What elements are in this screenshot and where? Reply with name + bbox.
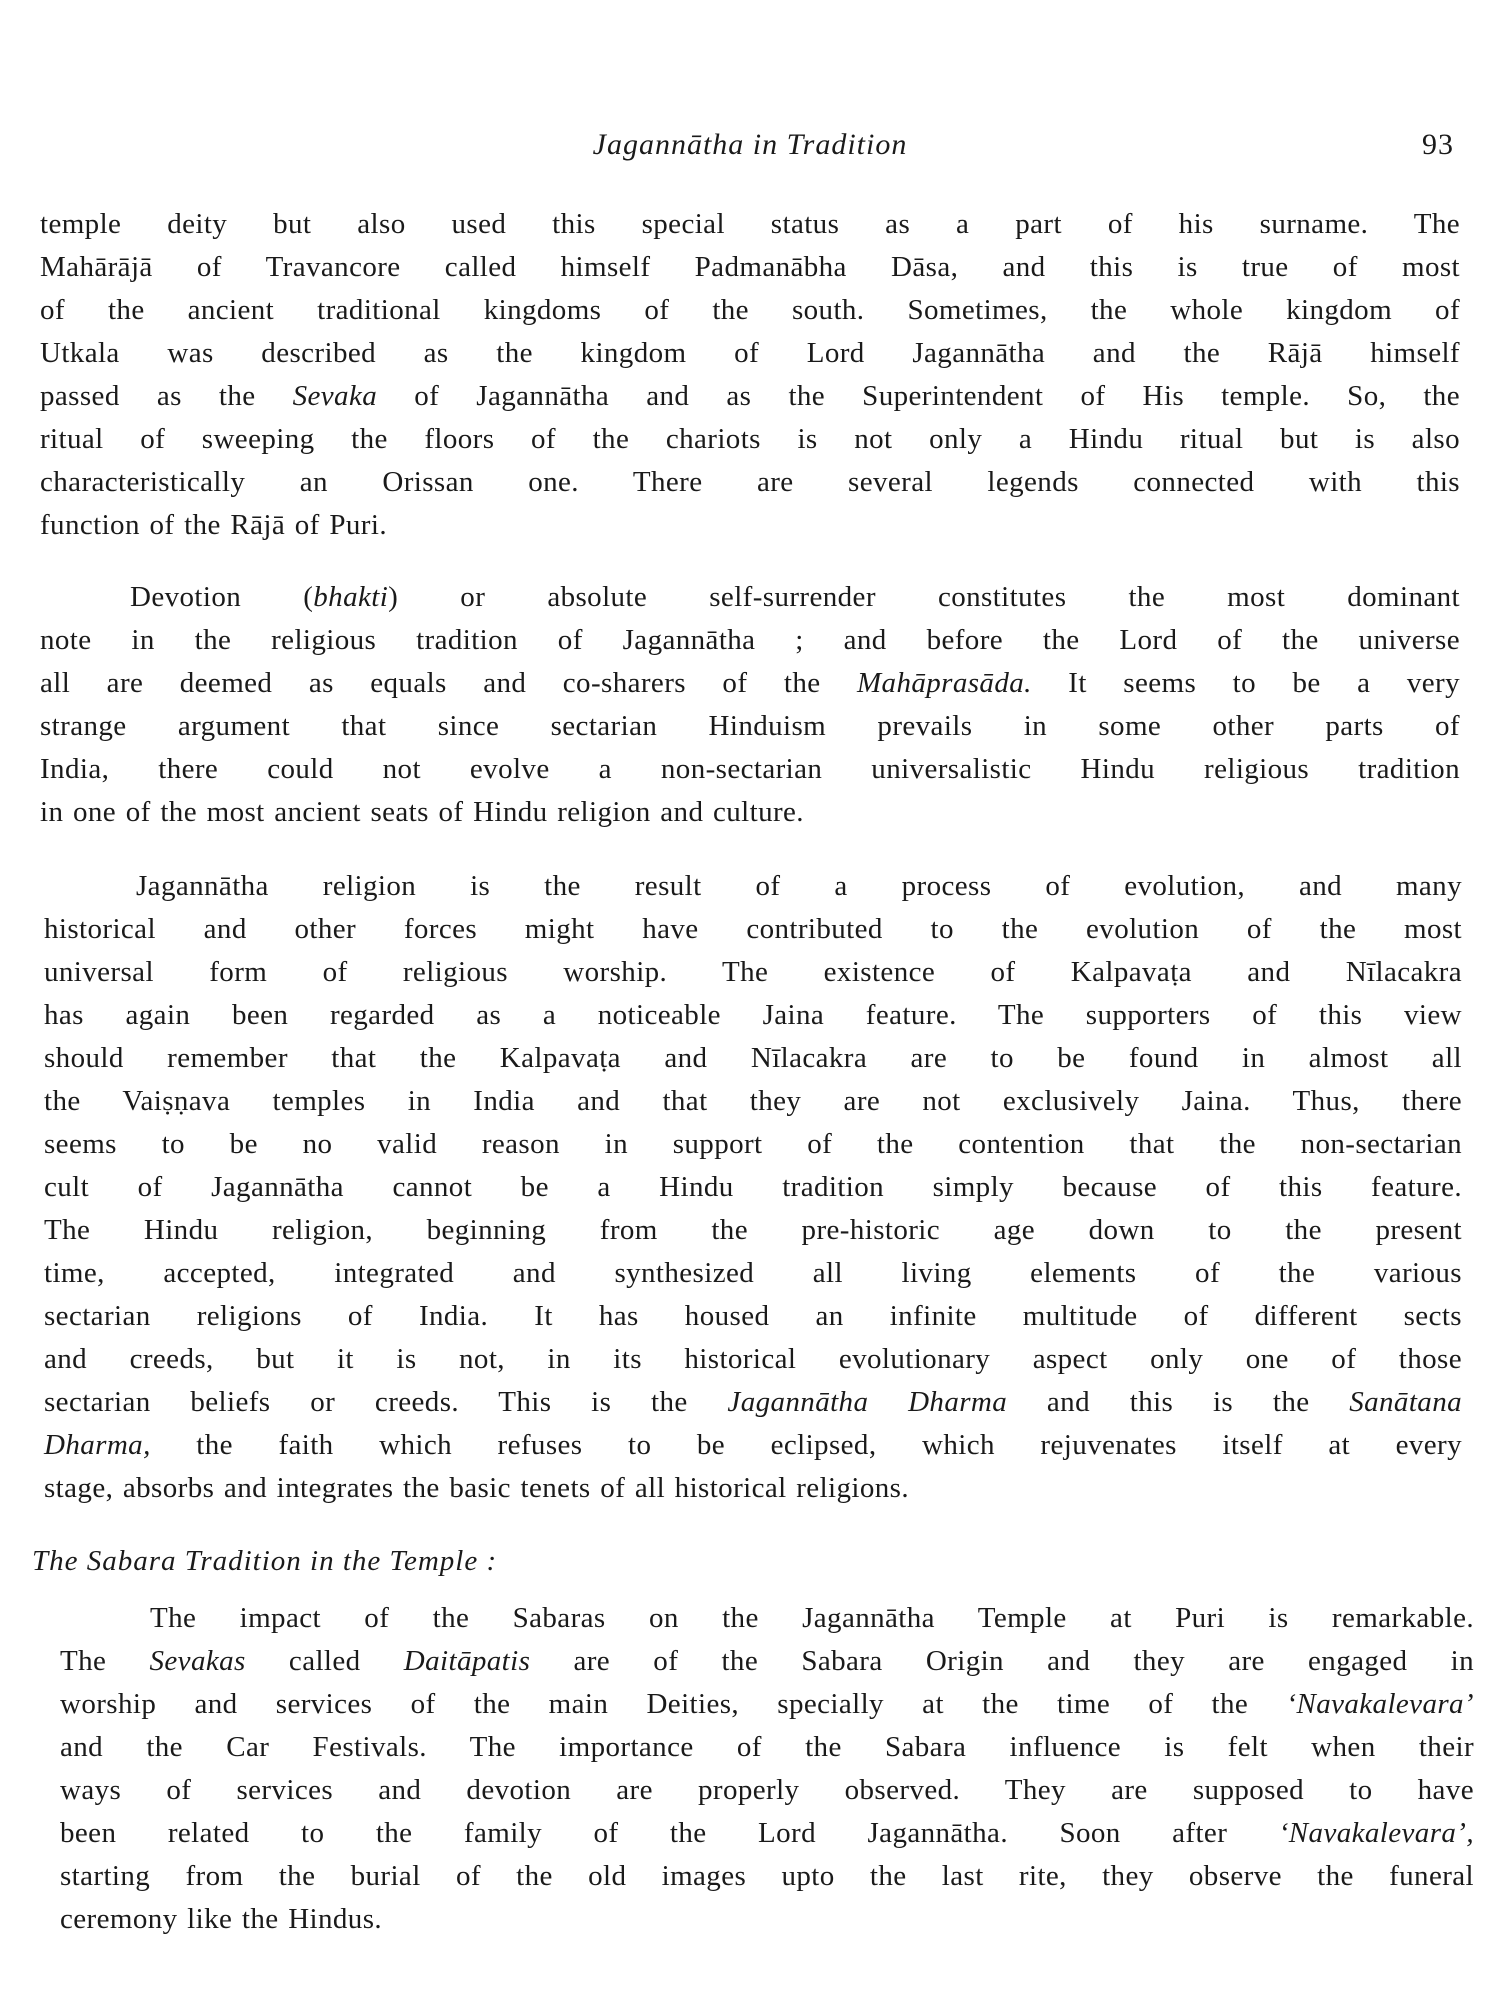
text-run: It seems to be a very xyxy=(1031,667,1461,699)
text-run: are of the Sabara Origin and they are engaged in xyxy=(530,1645,1475,1677)
text-line xyxy=(44,1295,1462,1338)
text-run: ) or absolute self-surrender constitutes the most dominant xyxy=(388,581,1460,613)
italic-text: ‘Navakalevara’, xyxy=(1278,1817,1474,1849)
text-run: the faith which refuses to be eclipsed, which rejuvenates itself at every xyxy=(150,1429,1462,1461)
text-line xyxy=(60,1812,1474,1855)
text-line xyxy=(44,951,1462,994)
text-line xyxy=(44,1037,1462,1080)
text-run: ritual of sweeping the floors of the chariots is not only a Hindu ritual but is also xyxy=(40,423,1460,455)
text-line xyxy=(60,1769,1474,1812)
italic-text: Dharma, xyxy=(44,1429,151,1461)
text-line xyxy=(40,203,1460,246)
text-line xyxy=(40,418,1460,461)
text-run: passed as the xyxy=(40,380,293,412)
text-line xyxy=(44,1080,1462,1123)
text-line xyxy=(44,1381,1462,1424)
text-run: historical and other forces might have contributed to the evolution of the most xyxy=(44,913,1462,945)
paragraph xyxy=(40,576,1460,834)
running-title: Jagannātha in Tradition xyxy=(592,128,908,161)
italic-text: Jagannātha Dharma xyxy=(727,1386,1008,1418)
text-run: characteristically an Orissan one. There are several legends connected with this xyxy=(40,466,1460,498)
italic-text: Sevakas xyxy=(149,1645,246,1677)
text-line xyxy=(40,619,1460,662)
italic-text: Mahāprasāda. xyxy=(857,667,1032,699)
text-line xyxy=(40,748,1460,791)
italic-text: Sevaka xyxy=(292,380,378,412)
italic-text: Daitāpatis xyxy=(403,1645,531,1677)
text-run: all are deemed as equals and co-sharers of the xyxy=(40,667,857,699)
section-heading: The Sabara Tradition in the Temple : xyxy=(32,1545,498,1577)
text-line xyxy=(40,705,1460,748)
text-line xyxy=(44,865,1462,908)
text-line xyxy=(40,576,1460,619)
text-run: of the ancient traditional kingdoms of the south. Sometimes, the whole kingdom of xyxy=(40,294,1460,326)
text-run: time, accepted, integrated and synthesized all living elements of the various xyxy=(44,1257,1462,1289)
text-line xyxy=(44,1166,1462,1209)
text-run: universal form of religious worship. The existence of Kalpavaṭa and Nīlacakra xyxy=(44,956,1462,988)
text-line xyxy=(60,1640,1474,1683)
text-line xyxy=(60,1683,1474,1726)
paragraph xyxy=(44,865,1462,1510)
text-line xyxy=(40,332,1460,375)
text-run: been related to the family of the Lord Jagannātha. Soon after xyxy=(60,1817,1279,1849)
text-line xyxy=(44,908,1462,951)
text-run: the Vaiṣṇava temples in India and that they are not exclusively Jaina. Thus, there xyxy=(44,1085,1462,1117)
text-line xyxy=(44,1252,1462,1295)
text-run: worship and services of the main Deities, specially at the time of the xyxy=(60,1688,1287,1720)
text-run: Jagannātha religion is the result of a process of evolution, and many xyxy=(136,870,1462,902)
text-run: Devotion ( xyxy=(130,581,314,613)
text-run: stage, absorbs and integrates the basic tenets of all historical religions. xyxy=(44,1472,909,1504)
text-line xyxy=(40,504,1460,547)
text-run: The impact of the Sabaras on the Jagannātha Temple at Puri is remarkable. xyxy=(150,1602,1474,1634)
text-run: seems to be no valid reason in support of the contention that the non-sectarian xyxy=(44,1128,1462,1160)
text-run: sectarian religions of India. It has housed an infinite multitude of different sects xyxy=(44,1300,1462,1332)
text-run: called xyxy=(245,1645,404,1677)
text-line xyxy=(40,289,1460,332)
text-run: temple deity but also used this special status as a part of his surname. The xyxy=(40,208,1460,240)
text-line xyxy=(60,1898,1474,1941)
text-line xyxy=(44,1123,1462,1166)
text-line xyxy=(44,1467,1462,1510)
text-run: sectarian beliefs or creeds. This is the xyxy=(44,1386,728,1418)
text-run: function of the Rājā of Puri. xyxy=(40,509,387,541)
italic-text: ‘Navakalevara’ xyxy=(1286,1688,1474,1720)
text-line xyxy=(60,1597,1474,1640)
text-run: in one of the most ancient seats of Hindu religion and culture. xyxy=(40,796,804,828)
text-run: ceremony like the Hindus. xyxy=(60,1903,383,1935)
text-run: Utkala was described as the kingdom of Lord Jagannātha and the Rājā himself xyxy=(40,337,1460,369)
text-line xyxy=(40,375,1460,418)
text-line xyxy=(44,994,1462,1037)
text-line xyxy=(60,1726,1474,1769)
text-run: Mahārājā of Travancore called himself Padmanābha Dāsa, and this is true of most xyxy=(40,251,1460,283)
text-run: starting from the burial of the old images upto the last rite, they observe the funeral xyxy=(60,1860,1474,1892)
text-run: of Jagannātha and as the Superintendent of His temple. So, the xyxy=(377,380,1460,412)
text-run: cult of Jagannātha cannot be a Hindu tradition simply because of this feature. xyxy=(44,1171,1462,1203)
text-run: note in the religious tradition of Jagannātha ; and before the Lord of the universe xyxy=(40,624,1460,656)
text-run: and creeds, but it is not, in its historical evolutionary aspect only one of those xyxy=(44,1343,1462,1375)
text-run: The xyxy=(60,1645,150,1677)
text-line xyxy=(44,1209,1462,1252)
paragraph xyxy=(40,203,1460,547)
italic-text: Sanātana xyxy=(1349,1386,1462,1418)
text-run: and the Car Festivals. The importance of the Sabara influence is felt when their xyxy=(60,1731,1474,1763)
italic-text: bhakti xyxy=(313,581,389,613)
text-line xyxy=(44,1338,1462,1381)
text-run: and this is the xyxy=(1007,1386,1350,1418)
text-line xyxy=(40,246,1460,289)
page-number: 93 xyxy=(1422,128,1454,161)
text-run: ways of services and devotion are properly observed. They are supposed to have xyxy=(60,1774,1474,1806)
text-run: should remember that the Kalpavaṭa and Nīlacakra are to be found in almost all xyxy=(44,1042,1462,1074)
text-line xyxy=(40,461,1460,504)
text-line xyxy=(44,1424,1462,1467)
text-run: The Hindu religion, beginning from the pre-historic age down to the present xyxy=(44,1214,1462,1246)
text-run: strange argument that since sectarian Hinduism prevails in some other parts of xyxy=(40,710,1460,742)
paragraph xyxy=(60,1597,1474,1941)
text-run: India, there could not evolve a non-sectarian universalistic Hindu religious tradition xyxy=(40,753,1460,785)
text-line xyxy=(40,662,1460,705)
text-run: has again been regarded as a noticeable Jaina feature. The supporters of this view xyxy=(44,999,1462,1031)
text-line xyxy=(60,1855,1474,1898)
text-line xyxy=(40,791,1460,834)
